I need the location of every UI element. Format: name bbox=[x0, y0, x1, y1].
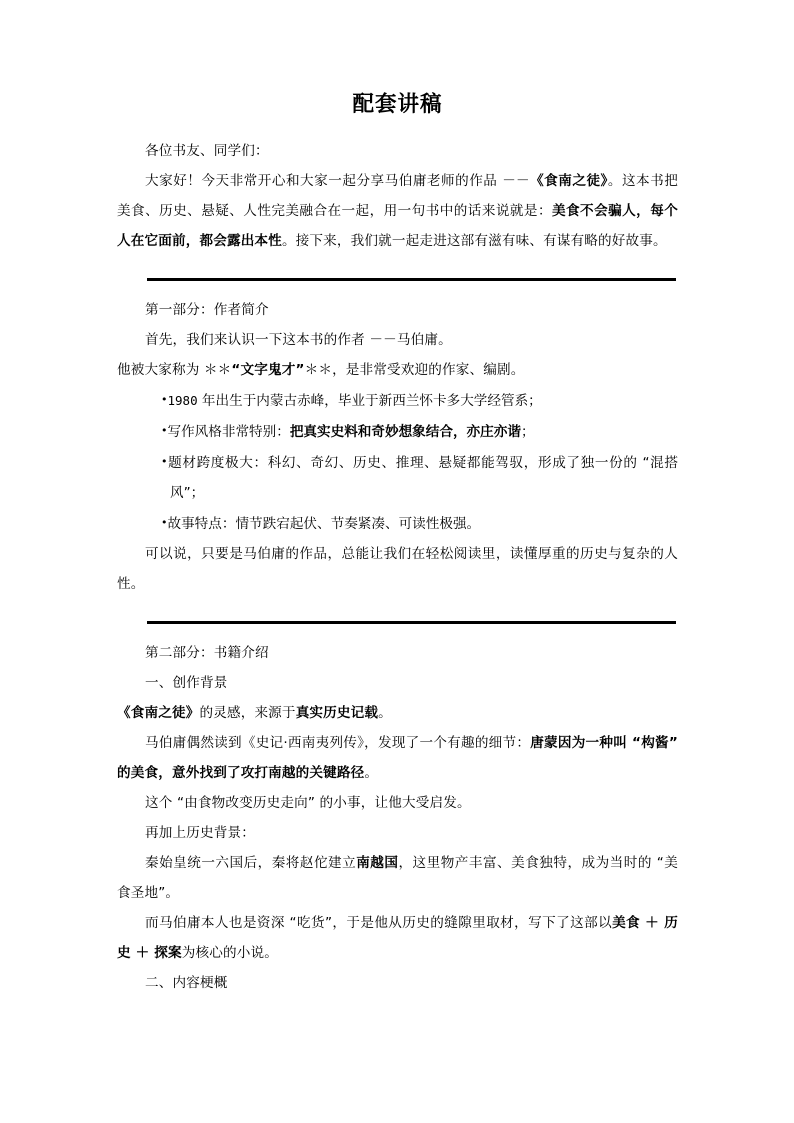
bullet-dot-icon: • bbox=[161, 516, 168, 529]
bullet-2-text: 题材跨度极大：科幻、奇幻、历史、推理、悬疑都能驾驭，形成了独一份的 “混搭风”； bbox=[167, 455, 678, 501]
bullet-dot-icon: • bbox=[161, 424, 168, 437]
opening-paragraph bbox=[117, 166, 678, 256]
section-divider-one-wrap bbox=[117, 278, 678, 281]
nickname-prefix: 他被大家称为 ＊＊ bbox=[117, 362, 232, 378]
bullet-1-tail: ； bbox=[520, 424, 535, 440]
section-two-heading-text: 第二部分：书籍介绍 bbox=[145, 645, 269, 661]
salutation-text: 各位书友、同学们： bbox=[145, 143, 269, 159]
section-one-intro bbox=[117, 325, 678, 355]
inspiration-source-emphasis: 真实历史记载 bbox=[295, 705, 379, 721]
background-label-text: 再加上历史背景： bbox=[145, 825, 255, 841]
nickname-suffix: ＊＊，是非常受欢迎的作家、编剧。 bbox=[304, 362, 525, 378]
inspiration-paragraph bbox=[117, 698, 678, 728]
bullet-dot-icon: • bbox=[161, 455, 168, 468]
section-one-intro-text: 首先，我们来认识一下这本书的作者 －－马伯庸。 bbox=[145, 332, 452, 348]
bullet-1-emphasis: 把真实史料和奇妙想象结合，亦庄亦谐 bbox=[289, 424, 521, 440]
background-suffix: ，这里物产丰富、美食独特，成为当时的 “美食圣地”。 bbox=[117, 855, 679, 901]
list-item bbox=[117, 416, 678, 447]
inspiration-middle: 的灵感，来源于 bbox=[199, 705, 296, 721]
section-one-closing bbox=[117, 539, 678, 599]
nickname-emphasis: “文字鬼才” bbox=[231, 362, 305, 378]
document-body bbox=[117, 88, 678, 998]
foodie-prefix: 而马伯庸本人也是资深 “吃货”，于是他从历史的缝隙里取材，写下了这部以 bbox=[145, 915, 613, 931]
author-facts-list bbox=[117, 385, 678, 539]
opening-part3: 。接下来，我们就一起走进这部有滋有味、有谋有略的好故事。 bbox=[281, 233, 667, 249]
bullet-3-text: 故事特点：情节跌宕起伏、节奏紧凑、可读性极强。 bbox=[167, 516, 481, 532]
section-two-sub-one bbox=[117, 668, 678, 698]
inspiration-end: 。 bbox=[378, 705, 392, 721]
discovery-emphasis: 唐蒙因为一种叫 “构酱” 的美食，意外找到了攻打南越的关键路径 bbox=[117, 735, 678, 781]
foodie-paragraph bbox=[117, 908, 678, 968]
section-one-closing-text: 可以说，只要是马伯庸的作品，总能让我们在轻松阅读里，读懂厚重的历史与复杂的人性。 bbox=[117, 546, 678, 592]
section-one-heading bbox=[117, 295, 678, 325]
section-two-heading bbox=[117, 638, 678, 668]
discovery-prefix: 马伯庸偶然读到 bbox=[145, 735, 242, 751]
opening-part2: 。这本书把美食、历史、悬疑、人性完美融合在一起，用一句书中的话来说就是： bbox=[117, 173, 678, 219]
section-two-sub-one-text: 一、创作背景 bbox=[145, 675, 228, 691]
page-title: 配套讲稿 bbox=[352, 92, 443, 117]
small-matter-paragraph bbox=[117, 788, 678, 818]
section-divider-one bbox=[147, 278, 676, 281]
opening-quote-emphasis: 美食不会骗人，每个人在它面前，都会露出本性 bbox=[117, 203, 678, 249]
section-one-heading-text: 第一部分：作者简介 bbox=[145, 302, 269, 318]
opening-part1: 大家好！今天非常开心和大家一起分享马伯庸老师的作品 －－ bbox=[145, 173, 530, 189]
foodie-suffix: 为核心的小说。 bbox=[181, 945, 278, 961]
discovery-middle: ，发现了一个有趣的细节： bbox=[364, 735, 531, 751]
salutation-paragraph bbox=[117, 136, 678, 166]
novel-core-emphasis: 美食 ＋ 历史 ＋ 探案 bbox=[117, 915, 679, 961]
section-divider-two bbox=[147, 621, 676, 624]
inspiration-book-emphasis: 《食南之徒》 bbox=[117, 705, 200, 721]
bullet-0-number: 1980 bbox=[167, 393, 198, 408]
section-one-nickname bbox=[117, 355, 678, 385]
spacer bbox=[117, 256, 678, 264]
list-item bbox=[117, 447, 678, 508]
list-item bbox=[117, 508, 678, 539]
small-matter-text: 这个 “由食物改变历史走向” 的小事，让他大受启发。 bbox=[145, 795, 471, 811]
bullet-1-text: 写作风格非常特别： bbox=[167, 424, 290, 440]
background-prefix: 秦始皇统一六国后，秦将赵佗建立 bbox=[145, 855, 357, 871]
section-two-sub-two-text: 二、内容梗概 bbox=[145, 975, 228, 991]
discovery-paragraph bbox=[117, 728, 678, 788]
spacer bbox=[117, 599, 678, 607]
bullet-dot-icon: • bbox=[161, 393, 168, 406]
section-divider-two-wrap bbox=[117, 621, 678, 624]
book-title-emphasis: 《食南之徒》 bbox=[529, 173, 608, 189]
background-label-paragraph bbox=[117, 818, 678, 848]
discovery-book-reference: 《史记·西南夷列传》 bbox=[241, 735, 365, 751]
discovery-end: 。 bbox=[364, 765, 379, 781]
list-item bbox=[117, 385, 678, 416]
nanyue-kingdom-emphasis: 南越国 bbox=[356, 855, 399, 871]
bullet-0-text: 年出生于内蒙古赤峰，毕业于新西兰怀卡多大学经管系； bbox=[197, 393, 542, 409]
background-paragraph bbox=[117, 848, 678, 908]
section-two-sub-two bbox=[117, 968, 678, 998]
